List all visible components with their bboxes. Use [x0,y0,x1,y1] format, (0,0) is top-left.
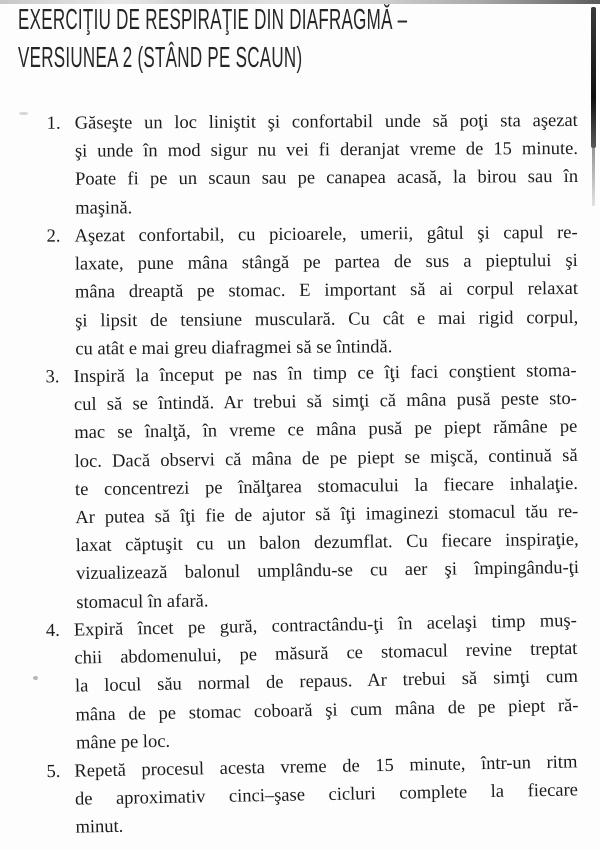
text-line: maşină. [75,197,133,219]
text-line: Poate fi pe un scaun sau pe canapea acasă, la birou sau în [75,167,579,191]
text-line: Aşezat confortabil, cu picioarele, umerii, gâtul şi capul re- [74,222,578,247]
text-line: Găseşte un loc liniştit şi confortabil unde să poţi sta aşezat [74,110,578,134]
text-line: loc. Dacă observi că mâna de pe piept se mişcă, continuă să [74,445,578,472]
list-item [0,748,600,844]
list-item [0,219,600,364]
item-number: 4. [45,620,60,641]
exercise-list [0,110,600,843]
text-line: şi lipsit de tensiune musculară. Cu cât e mai rigid corpul, [75,307,579,331]
text-line: Expiră încet pe gură, contractându-ţi în acelaşi timp muş- [73,610,578,641]
list-item [0,357,600,618]
text-line: la locul său normal de repaus. Ar trebui să simţi cum [74,666,579,697]
text-line: laxat căptuşit cu un balon dezumflat. Cu fiecare inspiraţie, [75,529,579,557]
list-item [0,606,600,759]
text-line: cul să se întindă. Ar trebui să simţi că mâna pusă peste sto- [73,388,578,416]
text-line: cu atât e mai greu diafragmei să se întindă. [75,336,393,360]
list-item [0,107,600,223]
text-line: chii abdomenului, pe măsură ce stomacul revine treptat [74,638,578,669]
text-line: Repetă procesul acesta vreme de 15 minute, într-un ritm [74,752,578,782]
text-line: laxate, pune mâna stângă pe partea de sus a pieptului şi [74,250,578,275]
item-number: 5. [46,761,61,782]
item-number: 2. [46,226,61,247]
text-line: mâne pe loc. [75,731,171,754]
item-number: 1. [46,113,61,134]
text-line: mâna de pe stomac coboară şi cum mâna de pe piept ră- [75,695,579,725]
text-line: minut. [75,816,124,838]
text-line: te concentrezi pe înălţarea stomacului la fiecare inhalaţie. [74,473,579,500]
title-line-2: VERSIUNEA 2 (STÂND PE SCAUN) [18,42,303,74]
page-title [18,1,600,77]
text-line: vizualizează balonul umplându-se cu aer şi împingându-ţi [75,558,580,585]
text-line: mac se înalţă, în vreme ce mâna pusă pe piept rămâne pe [74,417,578,444]
text-line: Ar putea să îţi fie de ajutor să îţi imaginezi stomacul tău re- [75,501,579,528]
text-line: stomacul în afară. [76,590,209,613]
title-line-1: EXERCIŢIU DE RESPIRAŢIE DIN DIAFRAGMĂ – [18,4,408,36]
text-line: de aproximativ cinci–şase cicluri complete la fiecare [74,780,579,810]
text-line: şi unde în mod sigur nu vei fi deranjat vreme de 15 minute. [74,139,578,162]
item-number: 3. [45,367,60,388]
text-line: mâna dreaptă pe stomac. E important să ai corpul relaxat [74,279,579,303]
text-line: Inspiră la început pe nas în timp ce îţi faci conştient stoma- [73,360,577,387]
